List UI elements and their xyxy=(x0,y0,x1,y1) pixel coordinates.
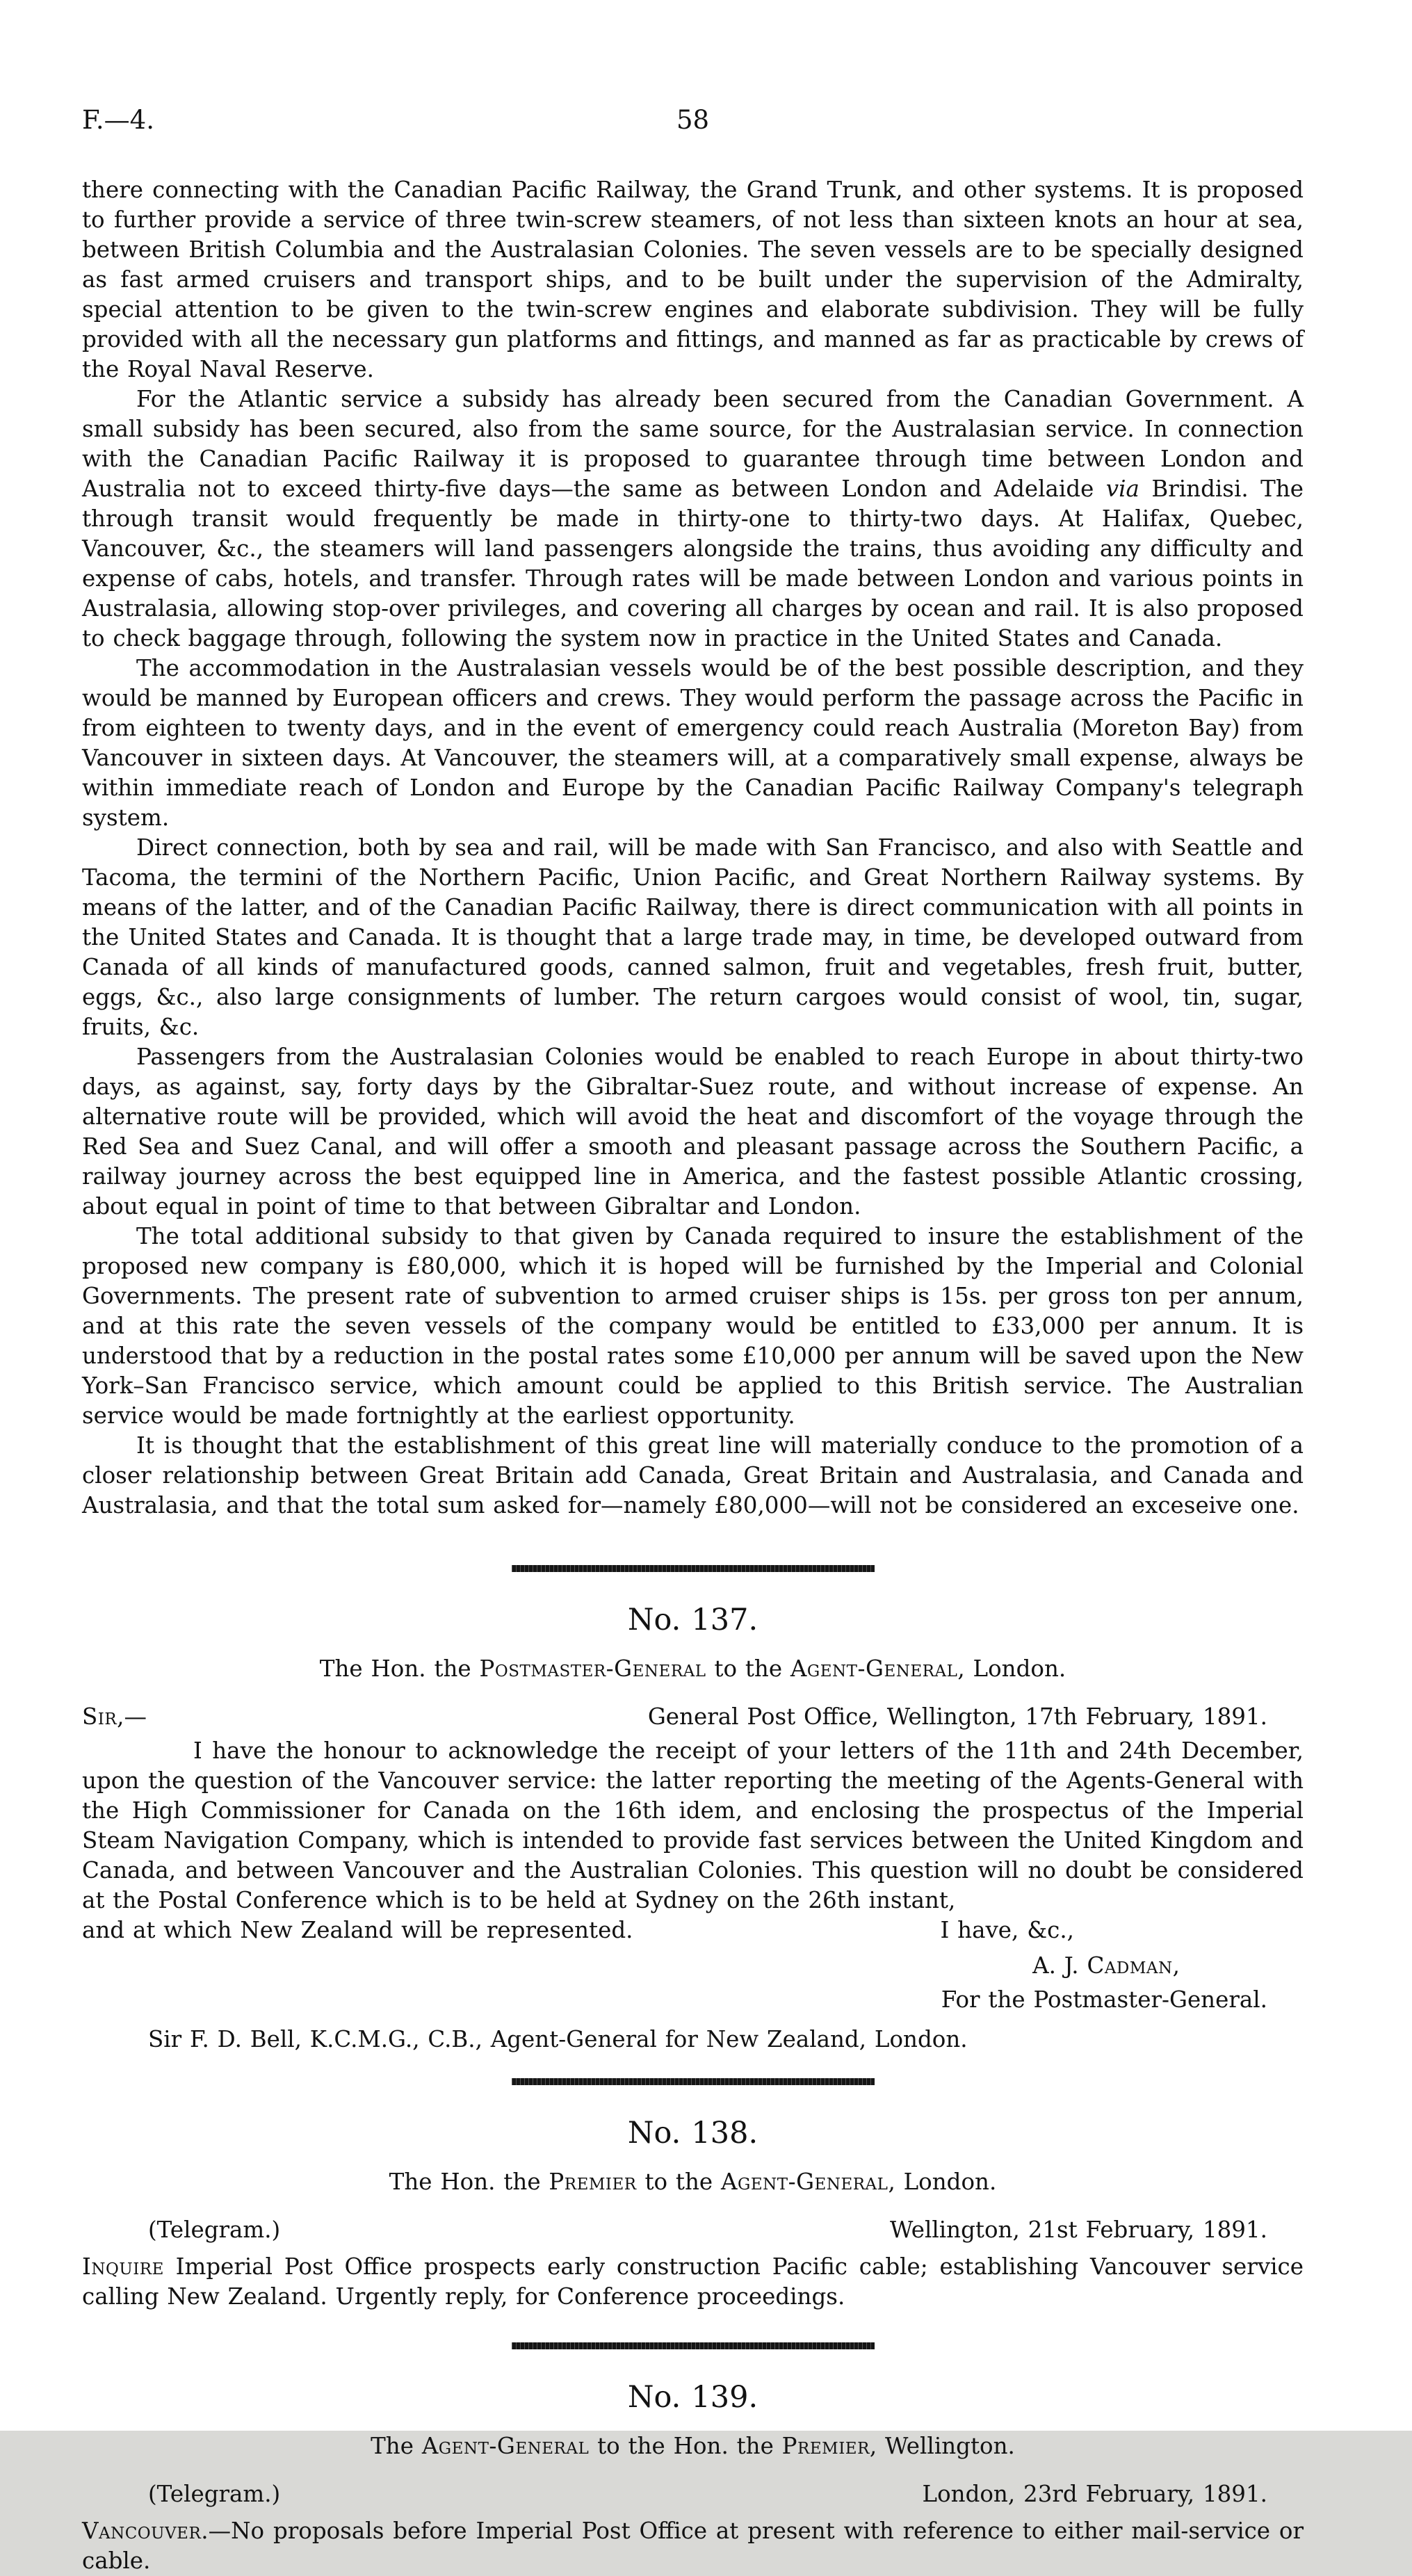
section-divider-3 xyxy=(512,2342,875,2349)
dateline-138: Wellington, 21st February, 1891. xyxy=(890,2217,1267,2243)
dateline-137: General Post Office, Wellington, 17th February, 1891. xyxy=(647,1703,1267,1730)
section-divider-2 xyxy=(512,2078,875,2085)
section-divider-1 xyxy=(512,1565,875,1572)
addressee-line: Sir F. D. Bell, K.C.M.G., C.B., Agent-General for New Zealand, London. xyxy=(148,2026,968,2052)
signature-name: A. J. Cadman, xyxy=(1032,1952,1180,1979)
telegram-body-138: Inquire Imperial Post Office prospects early construction Pacific cable; establishing Vancouver service calling New Zealand. Urgently reply, for Conference proceedings. xyxy=(82,2253,1304,2310)
report-paragraph-2: For the Atlantic service a subsidy has already been secured from the Canadian Government. A small subsidy has been secured, also from the same source, for the Australasian service. In connection with the Canadian Pacific Railway it is proposed to guarantee through time between London and Australia not to exceed thirty-five days—the same as between London and Adelaide via Brindisi. The through transit would frequently be made in thirty-one to thirty-two days. At Halifax, Quebec, Vancouver, &c., the steamers will land passengers alongside the trains, thus avoiding any difficulty and expense of cabs, hotels, and transfer. Through rates will be made between London and various points in Australasia, allowing stop-over privileges, and covering all charges by ocean and rail. It is also proposed to check baggage through, following the system now in practice in the United States and Canada. xyxy=(82,386,1304,651)
section-138 xyxy=(82,2116,1304,2312)
document-reference: F.—4. xyxy=(82,105,154,135)
section-number-138: No. 138. xyxy=(627,2116,758,2150)
report-paragraph-1: there connecting with the Canadian Pacific Railway, the Grand Trunk, and other systems. It is proposed to further provide a service of three twin-screw steamers, of not less than sixteen knots an hour at sea, between British Columbia and the Australasian Colonies. The seven vessels are to be specially designed as fast armed cruisers and transport ships, and to be built under the supervision of the Admiralty, special attention to be given to the twin-screw engines and elaborate subdivision. They will be fully provided with all the necessary gun platforms and fittings, and manned as far as practicable by crews of the Royal Naval Reserve. xyxy=(82,177,1304,382)
telegram-label-139: (Telegram.) xyxy=(148,2481,281,2507)
section-number-139: No. 139. xyxy=(627,2380,758,2415)
signature-role: For the Postmaster-General. xyxy=(941,1986,1267,2013)
telegram-label-138: (Telegram.) xyxy=(148,2217,281,2243)
letter-meta-row-137 xyxy=(82,1702,1304,1732)
telegram-body-139: Vancouver.—No proposals before Imperial Post Office at present with reference to either mail-service or cable. xyxy=(82,2518,1304,2574)
report-paragraph-4: Direct connection, both by sea and rail, will be made with San Francisco, and also with Seattle and Tacoma, the termini of the Northern Pacific, Union Pacific, and Great Northern Railway systems. By means of the latter, and of the Canadian Pacific Railway, there is direct communication with all points in the United States and Canada. It is thought that a large trade may, in time, be developed outward from Canada of all kinds of manufactured goods, canned salmon, fruit and vegetables, fresh fruit, butter, eggs, &c., also large consignments of lumber. The return cargoes would consist of wool, tin, sugar, fruits, &c. xyxy=(82,834,1304,1040)
report-paragraph-7: It is thought that the establishment of this great line will materially conduce to the promotion of a closer relationship between Great Britain add Canada, Great Britain and Australasia, and Canada and Australasia, and that the total sum asked for—namely £80,000—will not be considered an exceseive one. xyxy=(82,1432,1304,1518)
salutation: Sir,— xyxy=(82,1703,147,1730)
report-paragraph-6: The total additional subsidy to that given by Canada required to insure the establishment of the proposed new company is £80,000, which it is hoped will be furnished by the Imperial and Colonial Governments. The present rate of subvention to armed cruiser ships is 15s. per gross ton per annum, and at this rate the seven vessels of the company would be entitled to £33,000 per annum. It is understood that by a reduction in the postal rates some £10,000 per annum will be saved upon the New York–San Francisco service, which amount could be applied to this British service. The Australian service would be made fortnightly at the earliest opportunity. xyxy=(82,1223,1304,1429)
section-number-137: No. 137. xyxy=(627,1603,758,1637)
telegram-meta-row-138 xyxy=(82,2215,1304,2245)
section-heading-138: The Hon. the Premier to the Agent-General, London. xyxy=(389,2169,997,2195)
telegram-meta-row-139 xyxy=(82,2479,1304,2509)
letter-close-row xyxy=(82,1915,1304,1945)
letter-body-last-line: and at which New Zealand will be represented. xyxy=(82,1917,633,1943)
section-137 xyxy=(82,1603,1304,2055)
page-number: 58 xyxy=(676,105,710,135)
section-heading-137: The Hon. the Postmaster-General to the Agent-General, London. xyxy=(319,1655,1066,1682)
report-body xyxy=(82,175,1304,1521)
section-heading-139: The Agent-General to the Hon. the Premier, Wellington. xyxy=(371,2433,1015,2459)
report-paragraph-5: Passengers from the Australasian Colonies would be enabled to reach Europe in about thirty-two days, as against, say, forty days by the Gibraltar-Suez route, and without increase of expense. An alternative route will be provided, which will avoid the heat and discomfort of the voyage through the Red Sea and Suez Canal, and will offer a smooth and pleasant passage across the Southern Pacific, a railway journey across the best equipped line in America, and the fastest possible Atlantic crossing, about equal in point of time to that between Gibraltar and London. xyxy=(82,1044,1304,1220)
dateline-139: London, 23rd February, 1891. xyxy=(922,2481,1267,2507)
page-header xyxy=(82,104,1304,136)
letter-body-137: I have the honour to acknowledge the receipt of your letters of the 11th and 24th December, upon the question of the Vancouver service: the latter reporting the meeting of the Agents-General with the High Commissioner for Canada on the 16th idem, and enclosing the prospectus of the Imperial Steam Navigation Company, which is intended to provide fast services between the United Kingdom and Canada, and between Vancouver and the Australian Colonies. This question will no doubt be considered at the Postal Conference which is to be held at Sydney on the 26th instant, xyxy=(82,1737,1304,1913)
report-paragraph-3: The accommodation in the Australasian vessels would be of the best possible description, and they would be manned by European officers and crews. They would perform the passage across the Pacific in from eighteen to twenty days, and in the event of emergency could reach Australia (Moreton Bay) from Vancouver in sixteen days. At Vancouver, the steamers will, at a comparatively small expense, always be within immediate reach of London and Europe by the Canadian Pacific Railway Company's telegraph system. xyxy=(82,655,1304,831)
section-139 xyxy=(82,2380,1304,2576)
closing-phrase: I have, &c., xyxy=(940,1917,1074,1943)
